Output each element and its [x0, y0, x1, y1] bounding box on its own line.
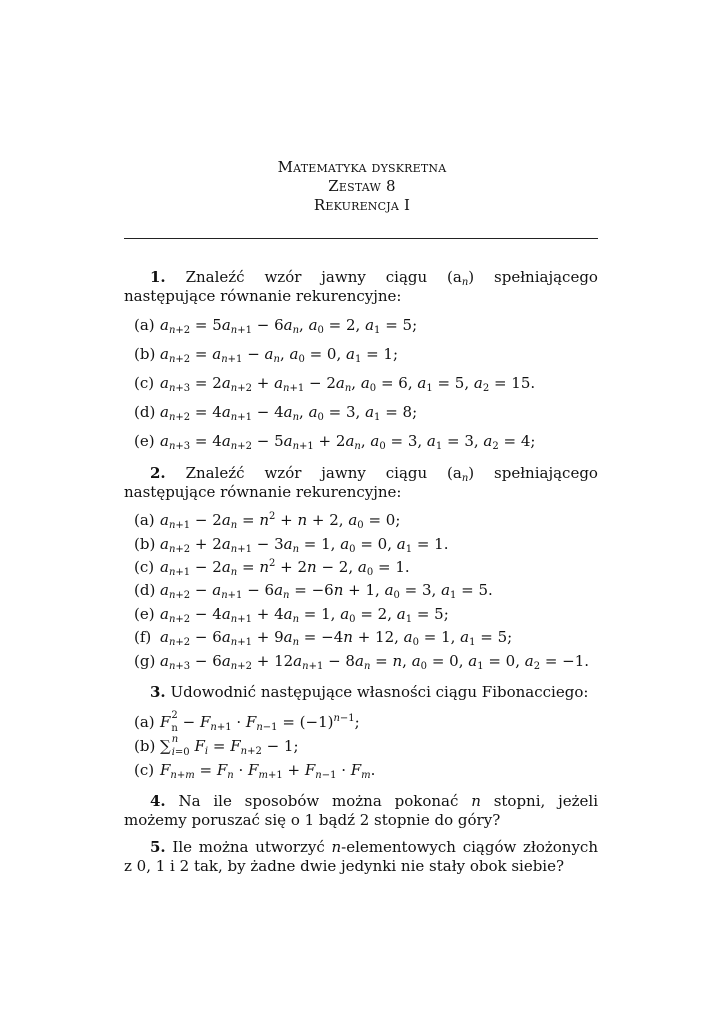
- problem-2a: (a) $a_{n+1} - 2a_n = n^2 + n + 2$, $a_0 = 0$;: [134, 511, 401, 531]
- problem-5-number: 5.: [150, 838, 166, 856]
- problem-3: [124, 683, 598, 702]
- problem-1d: (d) $a_{n+2} = 4a_{n+1} - 4a_n$, $a_0 = 3$, $a_1 = 8$;: [134, 403, 418, 423]
- problem-3-number: 3.: [150, 683, 166, 701]
- problem-3-text: Udowodnić następujące własności ciągu Fibonacciego:: [170, 683, 589, 701]
- problem-5: 5. Ile można utworzyć n-elementowych ciągów złożonych z 0, 1 i 2 tak, by żadne dwie jedynki nie stały obok siebie?: [124, 838, 598, 875]
- problem-3a: (a) F 2 n − $F_{n+1} \cdot F_{n-1} = (-1)^{n-1}$;: [134, 710, 360, 734]
- problem-2-number: 2.: [150, 464, 166, 482]
- problem-1a: (a) $a_{n+2} = 5a_{n+1} - 6a_n$, $a_0 = 2$, $a_1 = 5$;: [134, 316, 418, 336]
- problem-2c: (c) $a_{n+1} - 2a_n = n^2 + 2n - 2$, $a_0 = 1$.: [134, 558, 410, 578]
- problem-3b: (b) ∑ n i=0 $F_i = F_{n+2} - 1$;: [134, 734, 299, 758]
- problem-4: 4. Na ile sposobów można pokonać n stopni, jeżeli możemy poruszać się o 1 bądź 2 stopnie do góry?: [124, 792, 598, 829]
- problem-3c: (c) $F_{n+m} = F_n \cdot F_{m+1} + F_{n-1} \cdot F_m$.: [134, 761, 376, 781]
- problem-2d: (d) $a_{n+2} - a_{n+1} - 6a_n = -6n + 1$, $a_0 = 3$, $a_1 = 5$.: [134, 581, 493, 601]
- problem-1c: (c) $a_{n+3} = 2a_{n+2} + a_{n+1} - 2a_n$, $a_0 = 6$, $a_1 = 5$, $a_2 = 15$.: [134, 374, 536, 394]
- set-title: Zestaw 8: [328, 177, 396, 195]
- problem-2f: (f) $a_{n+2} - 6a_{n+1} + 9a_n = -4n + 12$, $a_0 = 1$, $a_1 = 5$;: [134, 628, 513, 648]
- course-title: Matematyka dyskretna: [277, 158, 447, 176]
- problem-2: [124, 464, 598, 502]
- problem-2e: (e) $a_{n+2} - 4a_{n+1} + 4a_n = 1$, $a_0 = 2$, $a_1 = 5$;: [134, 605, 449, 625]
- problem-1b: (b) $a_{n+2} = a_{n+1} - a_n$, $a_0 = 0$, $a_1 = 1$;: [134, 345, 399, 365]
- header-rule: [124, 238, 598, 239]
- problem-2-text: Znaleźć wzór jawny ciągu $(a_n)$ spełniającego następujące równanie rekurencyjne:: [124, 464, 598, 501]
- problem-1: [124, 268, 598, 306]
- problem-1e: (e) $a_{n+3} = 4a_{n+2} - 5a_{n+1} + 2a_n$, $a_0 = 3$, $a_1 = 3$, $a_2 = 4$;: [134, 432, 536, 452]
- topic-title: Rekurencja I: [313, 196, 411, 214]
- problem-2g: (g) $a_{n+3} - 6a_{n+2} + 12a_{n+1} - 8a_n = n$, $a_0 = 0$, $a_1 = 0$, $a_2 = -1$.: [134, 652, 590, 672]
- problem-2b: (b) $a_{n+2} + 2a_{n+1} - 3a_n = 1$, $a_0 = 0$, $a_1 = 1$.: [134, 535, 449, 555]
- problem-1-number: 1.: [150, 268, 166, 286]
- problem-4-number: 4.: [150, 792, 166, 810]
- problem-1-text: Znaleźć wzór jawny ciągu $(a_n)$ spełniającego następujące równanie rekurencyjne:: [124, 268, 598, 305]
